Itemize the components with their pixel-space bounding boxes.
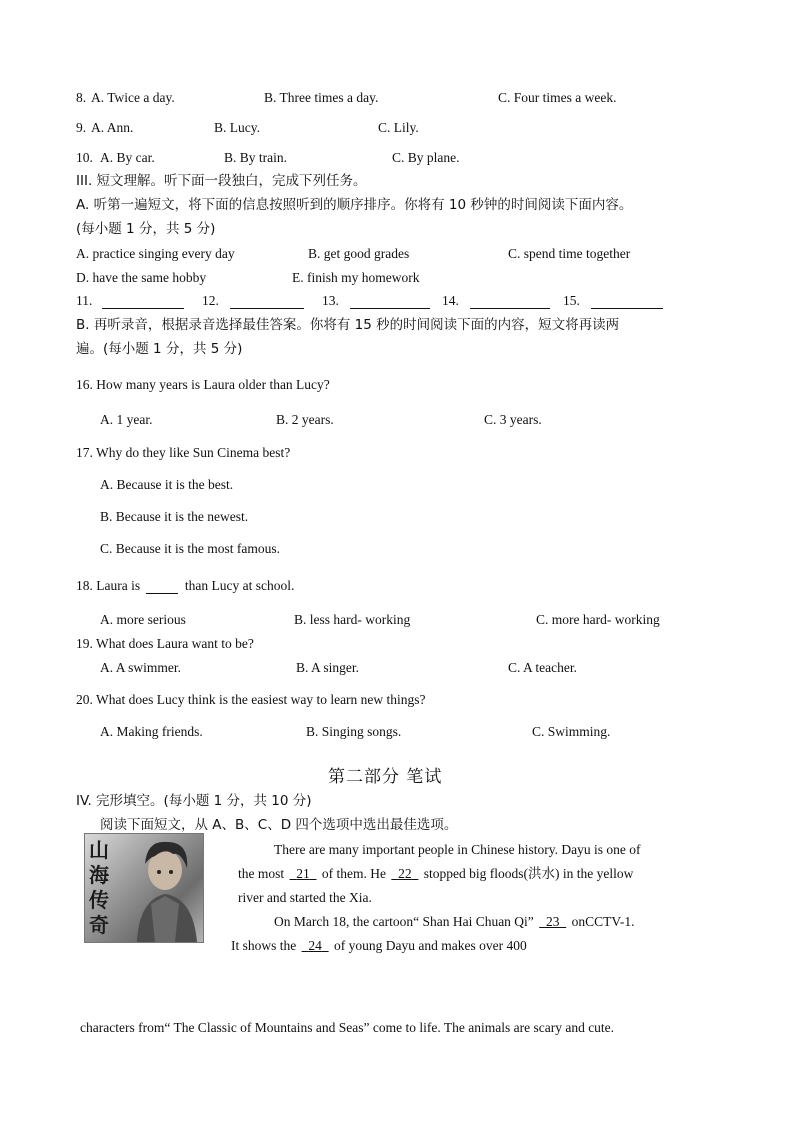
answer-blank-14[interactable] [442, 293, 550, 309]
section-3b-instructions-cont: 遍。(每小题 1 分，共 5 分) [76, 341, 243, 357]
cartoon-character-illustration [85, 834, 203, 942]
q18-option-c: C. more hard- working [536, 612, 660, 627]
blank-number: 12. [202, 293, 219, 308]
q18-option-a: A. more serious [100, 612, 186, 627]
answer-blank-11[interactable] [76, 293, 184, 309]
q16-option-c: C. 3 years. [484, 412, 542, 427]
sort-option-c: C. spend time together [508, 246, 631, 261]
cartoon-poster-image [84, 833, 204, 943]
passage-line-2-post: stopped big floods(洪水) in the yellow [423, 866, 634, 881]
q8-option-a: A. Twice a day. [91, 90, 175, 105]
q17-option-b: B. Because it is the newest. [100, 509, 249, 524]
section-3b-instructions: B. 再听录音，根据录音选择最佳答案。你将有 15 秒的时间阅读下面的内容，短文将再读两 [76, 317, 620, 333]
cloze-blank-21-number: 21 [296, 866, 310, 881]
q20-option-a: A. Making friends. [100, 724, 203, 739]
cloze-blank-24[interactable] [302, 938, 329, 953]
q19-stem: 19. What does Laura want to be? [76, 636, 254, 651]
sort-option-e: E. finish my homework [292, 270, 420, 285]
q9-option-c: C. Lily. [378, 120, 419, 135]
q10-option-c: C. By plane. [392, 150, 460, 165]
q18-stem-pre: 18. Laura is [76, 578, 141, 593]
q8-option-b: B. Three times a day. [264, 90, 379, 105]
passage-line-4 [274, 914, 634, 930]
cloze-blank-24-number: 24 [308, 938, 322, 953]
blank-line[interactable] [230, 294, 304, 309]
section-4-title: IV. 完形填空。(每小题 1 分，共 10 分) [76, 793, 312, 809]
section-3-title: III. 短文理解。听下面一段独白，完成下列任务。 [76, 173, 367, 189]
q16-option-b: B. 2 years. [276, 412, 334, 427]
q9-option-b: B. Lucy. [214, 120, 260, 135]
q8-option-c: C. Four times a week. [498, 90, 617, 105]
cloze-blank-21[interactable] [290, 866, 317, 881]
q20-stem: 20. What does Lucy think is the easiest way to learn new things? [76, 692, 426, 707]
passage-line-5-pre: It shows the [231, 938, 297, 953]
poster-char-4: 奇 [89, 913, 109, 937]
blank-line[interactable] [470, 294, 550, 309]
q10-option-a: A. By car. [100, 150, 155, 165]
blank-line[interactable] [102, 294, 184, 309]
q18-stem-post: than Lucy at school. [184, 578, 295, 593]
blank-number: 13. [322, 293, 339, 308]
q16-stem: 16. How many years is Laura older than Lucy? [76, 377, 330, 392]
section-4-instructions: 阅读下面短文，从 A、B、C、D 四个选项中选出最佳选项。 [100, 817, 458, 833]
answer-blank-13[interactable] [322, 293, 430, 309]
q17-stem: 17. Why do they like Sun Cinema best? [76, 445, 291, 460]
answer-blank-15[interactable] [563, 293, 663, 309]
passage-line-2-pre: the most [238, 866, 285, 881]
poster-char-2: 海 [89, 863, 109, 887]
q9-option-a: A. Ann. [91, 120, 134, 135]
cloze-blank-22[interactable] [391, 866, 418, 881]
q19-option-c: C. A teacher. [508, 660, 577, 675]
passage-line-4-pre: On March 18, the cartoon“ Shan Hai Chuan Qi” [274, 914, 534, 929]
sort-option-a: A. practice singing every day [76, 246, 235, 261]
blank-number: 14. [442, 293, 459, 308]
q17-option-a: A. Because it is the best. [100, 477, 234, 492]
part-2-title: 第二部分 笔试 [328, 767, 443, 787]
passage-line-1: There are many important people in Chinese history. Dayu is one of [274, 842, 641, 857]
q19-option-b: B. A singer. [296, 660, 360, 675]
q10-option-b: B. By train. [224, 150, 287, 165]
passage-line-4-post: onCCTV-1. [571, 914, 635, 929]
passage-line-5 [231, 938, 527, 954]
q17-option-c: C. Because it is the most famous. [100, 541, 280, 556]
passage-line-3: river and started the Xia. [238, 890, 372, 905]
q16-option-a: A. 1 year. [100, 412, 153, 427]
cloze-blank-22-number: 22 [398, 866, 412, 881]
q20-option-c: C. Swimming. [532, 724, 611, 739]
q9-number: 9. [76, 120, 87, 135]
q19-option-a: A. A swimmer. [100, 660, 182, 675]
q8-number: 8. [76, 90, 87, 105]
blank-number: 15. [563, 293, 580, 308]
q10-number: 10. [76, 150, 93, 165]
sort-option-b: B. get good grades [308, 246, 410, 261]
q18-blank[interactable] [146, 579, 178, 594]
q18-option-b: B. less hard- working [294, 612, 411, 627]
section-3a-instructions: A. 听第一遍短文，将下面的信息按照听到的顺序排序。你将有 10 秒钟的时间阅读下面内容。 [76, 197, 633, 213]
cloze-blank-23-number: 23 [545, 914, 560, 929]
passage-line-2-mid: of them. He [321, 866, 386, 881]
poster-char-1: 山 [89, 838, 109, 862]
passage-line-6: characters from“ The Classic of Mountains and Seas” come to life. The animals are scary and cute. [80, 1020, 615, 1035]
blank-line[interactable] [350, 294, 430, 309]
blank-number: 11. [76, 293, 93, 308]
q20-option-b: B. Singing songs. [306, 724, 402, 739]
section-3a-score: (每小题 1 分，共 5 分) [76, 221, 216, 237]
blank-line[interactable] [591, 294, 663, 309]
sort-option-d: D. have the same hobby [76, 270, 207, 285]
cloze-blank-23[interactable] [539, 914, 566, 929]
passage-line-2 [238, 866, 633, 882]
q18-stem [76, 578, 294, 594]
poster-char-3: 传 [89, 888, 109, 912]
passage-line-5-post: of young Dayu and makes over 400 [334, 938, 527, 953]
answer-blank-12[interactable] [202, 293, 304, 309]
